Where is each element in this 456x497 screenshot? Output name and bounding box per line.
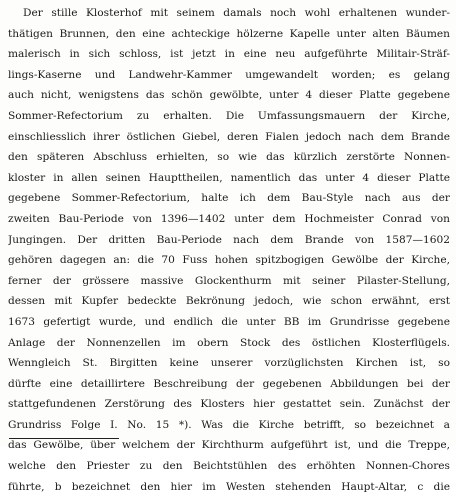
text-line: den späteren Abschluss erhielten, so wie das kürzlich zerstörte Nonnen- [8,151,450,164]
text-line: welche den Priester zu den Beichtstühlen des erhöhten Nonnen-Chores [8,460,450,473]
text-line: kloster in allen seinen Haupttheilen, namentlich das unter 4 dieser Platte [8,171,450,184]
text-line: Der stille Klosterhof mit seinem damals noch wohl erhaltenen wunder- [23,7,450,19]
text-line: Anlage der Nonnenzellen im obern Stock des östlichen Klosterflügels. [8,336,450,349]
body-text [8,3,450,497]
text-line: Wenngleich St. Birgitten keine unserer vorzüglichsten Kirchen ist, so [8,357,450,370]
text-line: Sommer-Refectorium zu erhalten. Die Umfassungsmauern der Kirche, [8,109,450,122]
text-line: Grundriss Folge I. No. 15 *). Was die Kirche betrifft, so bezeichnet a [8,418,450,431]
text-line: das Gewölbe, über welchem der Kirchthurm aufgeführt ist, und die Treppe, [8,439,450,452]
text-line: Jungingen. Der dritten Bau-Periode nach dem Brande von 1587—1602 [8,233,450,246]
text-line: gegebene Sommer-Refectorium, halte ich dem Bau-Style nach aus der [8,192,450,205]
footnote-divider [9,438,119,439]
text-line: 1673 gefertigt wurde, und endlich die unter BB im Grundrisse gegebene [8,315,450,328]
text-line: thätigen Brunnen, den eine achteckige hölzerne Kapelle unter alten Bäumen [8,27,450,40]
text-line: zweiten Bau-Periode von 1396—1402 unter dem Hochmeister Conrad von [8,212,450,225]
text-line: lings-Kaserne und Landwehr-Kammer umgewandelt worden; es gelang [8,68,450,81]
text-line: führte, b bezeichnet den hier im Westen stehenden Haupt-Altar, c die [8,480,450,493]
text-line: auch nicht, wenigstens das schön gewölbte, unter 4 dieser Platte gegebene [8,89,450,102]
text-line: ferner der grössere massive Glockenthurm mit seiner Pilaster-Stellung, [8,274,450,287]
text-line: gehören dagegen an: die 70 Fuss hohen spitzbogigen Gewölbe der Kirche, [8,254,450,267]
text-line: einschliesslich ihrer östlichen Giebel, deren Fialen jedoch nach dem Brande [8,130,450,143]
text-line: dürfte eine detaillirtere Beschreibung der gegebenen Abbildungen bei der [8,377,450,390]
text-line: stattgefundenen Zerstörung des Klosters hier gestattet sein. Zunächst der [8,398,450,411]
text-line: malerisch in sich schloss, ist jetzt in eine neu aufgeführte Militair-Sträf- [8,48,450,61]
text-line: dessen mit Kupfer bedeckte Bekrönung jedoch, wie schon erwähnt, erst [8,295,450,308]
